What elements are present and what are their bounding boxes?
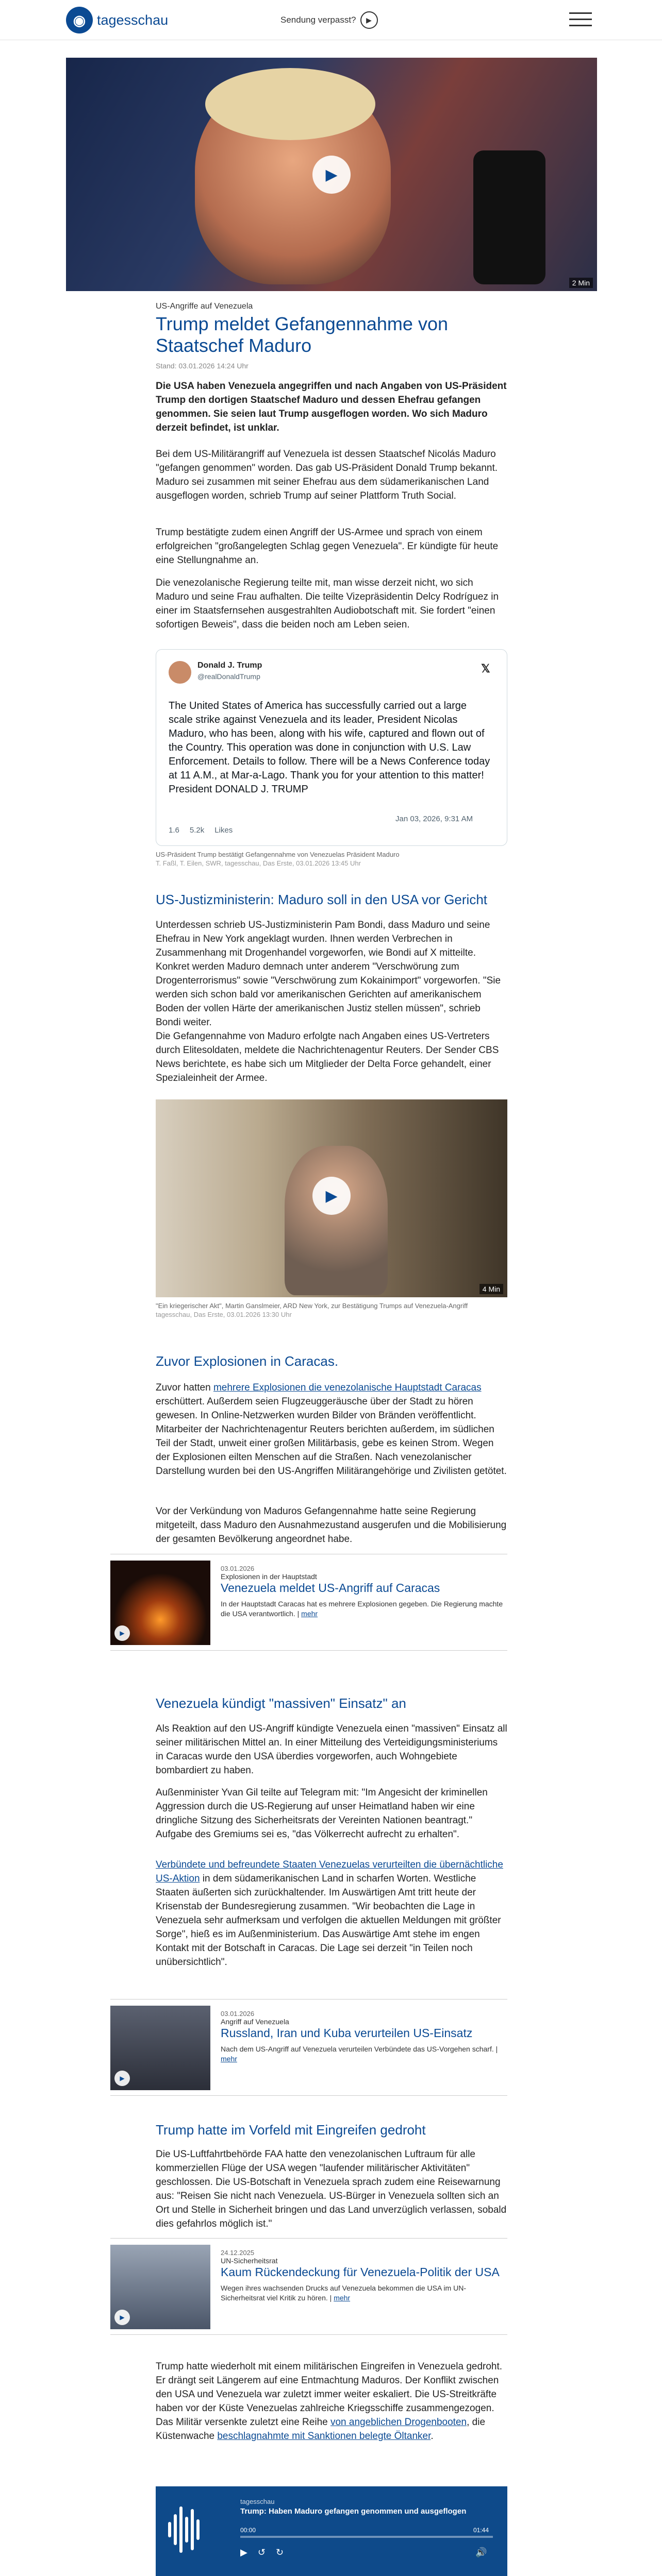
play-icon: ▶ — [360, 11, 378, 29]
teaser-more-link[interactable]: mehr — [301, 1609, 318, 1618]
section-heading: Trump hatte im Vorfeld mit Eingreifen gedroht — [156, 2122, 426, 2138]
tweet-text: The United States of America has successfully carried out a large scale strike against Venezuela and its leader, President Nicolas Maduro, who has been, along with his wife, captured and flown out of the Country. This operation was done in conjunction with U.S. Law Enforcement. Details to follow. There will be a News Conference today at 11 A.M., at Mar-a-Lago. Thank you for your attention to this matter! President DONALD J. TRUMP — [169, 700, 490, 795]
inline-link[interactable]: mehrere Explosionen die venezolanische Hauptstadt Caracas — [213, 1382, 482, 1393]
video-credit: tagesschau, Das Erste, 03.01.2026 13:30 Uhr — [156, 1311, 292, 1318]
section-heading: Venezuela kündigt "massiven" Einsatz" an — [156, 1696, 406, 1711]
teaser-text: Wegen ihres wachsenden Drucks auf Venezuela bekommen die USA im UN-Sicherheitsrat viel Kritik zu hören. | mehr — [221, 2284, 466, 2302]
article-meta: Stand: 03.01.2026 14:24 Uhr — [156, 362, 249, 370]
missed-broadcast-link[interactable] — [280, 11, 378, 29]
article-topline: US-Angriffe auf Venezuela — [156, 302, 253, 311]
audio-play-button[interactable]: ▶ — [240, 2547, 247, 2557]
article-paragraph: Verbündete und befreundete Staaten Venezuelas verurteilten die übernächtliche US-Aktion in dem südamerikanischen Land in scharfen Worten. Westliche Staaten äußerten sich zurückhaltender. Im Auswärtigen Amt tritt heute der Krisenstab der Bundesregierung zusammen. "Wir beobachten die Lage in Venezuela sehr aufmerksam und verfolgen die aktuellen Meldungen mit größter Sorge", hieß es im Außenministerium. Das Auswärtige Amt stehe im engen Kontakt mit der Botschaft in Caracas. Die Lage sei derzeit "in Teilen noch unübersichtlich". — [156, 1859, 503, 1968]
teaser-image — [110, 1561, 210, 1645]
tweet-caption: US-Präsident Trump bestätigt Gefangennahme von Venezuelas Präsident Maduro — [156, 851, 400, 858]
video-image-person — [285, 1146, 388, 1295]
audio-title: Trump: Haben Maduro gefangen genommen und ausgeflogen — [240, 2507, 467, 2516]
article-lead: Die USA haben Venezuela angegriffen und nach Angaben von US-Präsident Trump den dortigen Staatschef Maduro und dessen Ehefrau gefangen genommen. Sie seien laut Trump ausgeflogen worden. Wo sich Maduro derzeit befindet, ist unklar. — [156, 381, 507, 433]
teaser-headline[interactable]: Russland, Iran und Kuba verurteilen US-Einsatz — [221, 2026, 473, 2040]
tweet-reposts[interactable]: 5.2k — [189, 826, 205, 835]
article-paragraph: Die US-Luftfahrtbehörde FAA hatte den venezolanischen Luftraum für alle kommerziellen Flüge der USA wegen "laufender militärischer Aktivitäten" geschlossen. Die US-Botschaft in Venezuela sprach zudem eine Reisewarnung aus: "Reisen Sie nicht nach Venezuela. US-Bürger in Venezuela sollten sich an Ort und Stelle in Sicherheit bringen und das Land unverzüglich verlassen, sobald dies gefahrlos möglich ist." — [156, 2149, 507, 2229]
teaser-topline: Explosionen in der Hauptstadt — [221, 1572, 317, 1581]
related-teaser[interactable] — [110, 2238, 507, 2335]
volume-icon[interactable]: 🔊 — [475, 2547, 487, 2557]
audio-player[interactable] — [156, 2486, 507, 2576]
article-paragraph: Vor der Verkündung von Maduros Gefangennahme hatte seine Regierung mitgeteilt, dass Maduro den Ausnahmezustand ausgerufen und die Mobilisierung der gesamten Bevölkerung angeordnet habe. — [156, 1506, 507, 1545]
tweet-time: Jan 03, 2026, 9:31 AM — [395, 815, 473, 823]
tweet-credit: T. Faßl, T. Eilen, SWR, tagesschau, Das Erste, 03.01.2026 13:45 Uhr — [156, 859, 361, 867]
article-paragraph: Zuvor hatten mehrere Explosionen die venezolanische Hauptstadt Caracas erschüttert. Außerdem seien Flugzeuggeräusche über der Stadt zu hören gewesen. In Online-Netzwerken wurden Bilder von Bränden veröffentlicht. Mitarbeiter der Nachrichtenagentur Reuters berichten außerdem, im südlichen Teil der Stadt, unweit einer großen Militärbasis, gebe es keinen Strom. Wegen der Explosionen eilten Menschen auf die Straßen. Nach venezolanischer Darstellung wurden bei den US-Angriffen Militärangehörige und Zivilisten getötet. — [156, 1382, 507, 1477]
tweet-author: Donald J. Trump — [197, 661, 262, 670]
article-paragraph: Die Gefangennahme von Maduro erfolgte nach Angaben eines US-Vertreters durch Elitesoldaten, meldete die Nachrichtenagentur Reuters. Der Sender CBS News berichtete, es habe sich um Mitglieder der Delta Force gehandelt, einer Spezialeinheit der Armee. — [156, 1031, 499, 1083]
related-teaser[interactable] — [110, 1554, 507, 1651]
interview-video[interactable] — [156, 1099, 507, 1297]
audio-time-end: 01:44 — [473, 2527, 489, 2534]
video-duration: 2 Min — [569, 278, 593, 288]
teaser-date: 24.12.2025 — [221, 2249, 255, 2257]
teaser-headline[interactable]: Kaum Rückendeckung für Venezuela-Politik der USA — [221, 2265, 500, 2279]
article-paragraph: Unterdessen schrieb US-Justizministerin Pam Bondi, dass Maduro und seine Ehefrau in New York angeklagt wurden. Ihnen werden Verbrechen in Zusammenhang mit Drogenhandel vorgeworfen, wie Bondi auf X mitteilte. Konkret werden Maduro demnach unter anderem "Verschwörung zum Drogenterrorismus" sowie "Verschwörung zum Kokainimport" vorgeworfen. "Sie werden sich schon bald vor amerikanischen Gerichten auf amerikanischem Boden der vollen Härte der amerikanischen Justiz stellen müssen", schrieb Bondi weiter. — [156, 920, 501, 1028]
video-caption: "Ein kriegerischer Akt", Martin Ganslmeier, ARD New York, zur Bestätigung Trumps auf Venezuela-Angriff — [156, 1302, 468, 1310]
tweet-replies[interactable]: 1.6 — [169, 826, 179, 835]
audio-rewind-button[interactable]: ↺ — [257, 2547, 266, 2557]
audio-forward-button[interactable]: ↻ — [275, 2547, 284, 2557]
video-duration: 4 Min — [479, 1284, 503, 1294]
teaser-date: 03.01.2026 — [221, 2010, 255, 2018]
audio-source: tagesschau — [240, 2498, 275, 2505]
tweet-likes[interactable]: Likes — [214, 826, 233, 835]
section-heading: Zuvor Explosionen in Caracas. — [156, 1353, 339, 1369]
teaser-headline[interactable]: Venezuela meldet US-Angriff auf Caracas — [221, 1581, 440, 1595]
article-paragraph: Außenminister Yvan Gil teilte auf Telegram mit: "Im Angesicht der kriminellen Aggression durch die US-Regierung auf unser Heimatland haben wir eine dringliche Sitzung des Sicherheitsrats der Vereinten Nationen beantragt." Aufgabe des Gremiums sei es, "das Völkerrecht aufrecht zu erhalten". — [156, 1787, 488, 1840]
menu-button[interactable] — [569, 12, 592, 28]
tagesschau-logo[interactable] — [66, 7, 168, 33]
article-paragraph: Trump hatte wiederholt mit einem militärischen Eingreifen in Venezuela gedroht. Er drängt seit Längerem auf eine Entmachtung Maduros. Der Konflikt zwischen den USA und Venezuela war zuletzt immer weiter eskaliert. Die US-Streitkräfte haben vor der Küste Venezuelas zahlreiche Kriegsschiffe zusammengezogen. Das Militär versenkte zuletzt eine Reihe von angeblichen Drogenbooten, die Küstenwache beschlagnahmte mit Sanktionen belegte Öltanker. — [156, 2361, 503, 2442]
play-video-icon[interactable]: ▶ — [312, 156, 351, 194]
teaser-image — [110, 2245, 210, 2329]
play-icon: ▶ — [114, 2071, 130, 2086]
teaser-image — [110, 2006, 210, 2090]
related-teaser[interactable] — [110, 1999, 507, 2096]
missed-label: Sendung verpasst? — [280, 15, 356, 25]
teaser-topline: UN-Sicherheitsrat — [221, 2257, 278, 2265]
audio-progress-bar[interactable] — [240, 2536, 493, 2538]
x-icon: 𝕏 — [481, 662, 490, 675]
tweet-handle: @realDonaldTrump — [197, 672, 260, 681]
hero-video[interactable] — [66, 58, 597, 291]
article-paragraph: Bei dem US-Militärangriff auf Venezuela ist dessen Staatschef Nicolás Maduro "gefangen genommen" worden. Das gab US-Präsident Donald Trump bekannt. Maduro sei zusammen mit seiner Ehefrau aus dem südamerikanischen Land ausgeflogen worden, schrieb Trump auf seiner Plattform Truth Social. — [156, 449, 498, 501]
play-icon: ▶ — [114, 2310, 130, 2325]
teaser-date: 03.01.2026 — [221, 1565, 255, 1572]
article-paragraph: Als Reaktion auf den US-Angriff kündigte Venezuela einen "massiven" Einsatz all seiner militärischen Mittel an. In einer Mitteilung des Verteidigungsministeriums in Caracas wurde den USA überdies vorgeworfen, auch Wohngebiete bombardiert zu haben. — [156, 1723, 507, 1776]
play-video-icon[interactable]: ▶ — [312, 1177, 351, 1215]
teaser-topline: Angriff auf Venezuela — [221, 2018, 289, 2026]
inline-link[interactable]: beschlagnahmte mit Sanktionen belegte Öltanker — [217, 2431, 431, 2442]
logo-text: tagesschau — [97, 12, 169, 28]
article-paragraph: Trump bestätigte zudem einen Angriff der US-Armee und sprach von einem erfolgreichen "großangelegten Schlag gegen Venezuela". Er kündigte für heute eine Stellungnahme an. — [156, 527, 499, 566]
article-paragraph: Die venezolanische Regierung teilte mit, man wisse derzeit nicht, wo sich Maduro und seine Frau aufhalten. Die teilte Vizepräsidentin Delcy Rodríguez in einer im Staatsfernsehen ausgestrahlten Audiobotschaft mit. Sie fordert "einen sofortigen Beweis", dass die beiden noch am Leben seien. — [156, 578, 499, 630]
section-heading: US-Justizministerin: Maduro soll in den USA vor Gericht — [156, 892, 488, 907]
logo-icon: ◉ — [66, 7, 93, 33]
embedded-tweet[interactable] — [156, 649, 507, 846]
inline-link[interactable]: Verbündete und befreundete Staaten Venezuelas verurteilten die übernächtliche US-Aktion — [156, 1859, 503, 1884]
inline-link[interactable]: von angeblichen Drogenbooten — [330, 2417, 467, 2428]
avatar — [169, 661, 191, 684]
site-header — [0, 0, 662, 40]
waveform-icon — [168, 2499, 230, 2561]
menu-icon — [569, 12, 592, 14]
article-title: Trump meldet Gefangennahme von Staatschef Maduro — [156, 313, 448, 356]
teaser-more-link[interactable]: mehr — [221, 2055, 237, 2063]
play-icon: ▶ — [114, 1625, 130, 1641]
audio-time-start: 00:00 — [240, 2527, 256, 2534]
teaser-text: Nach dem US-Angriff auf Venezuela verurteilen Verbündete das US-Vorgehen scharf. | mehr — [221, 2045, 498, 2063]
teaser-text: In der Hauptstadt Caracas hat es mehrere Explosionen gegeben. Die Regierung machte die USA verantwortlich. | mehr — [221, 1600, 503, 1618]
teaser-more-link[interactable]: mehr — [334, 2294, 351, 2302]
